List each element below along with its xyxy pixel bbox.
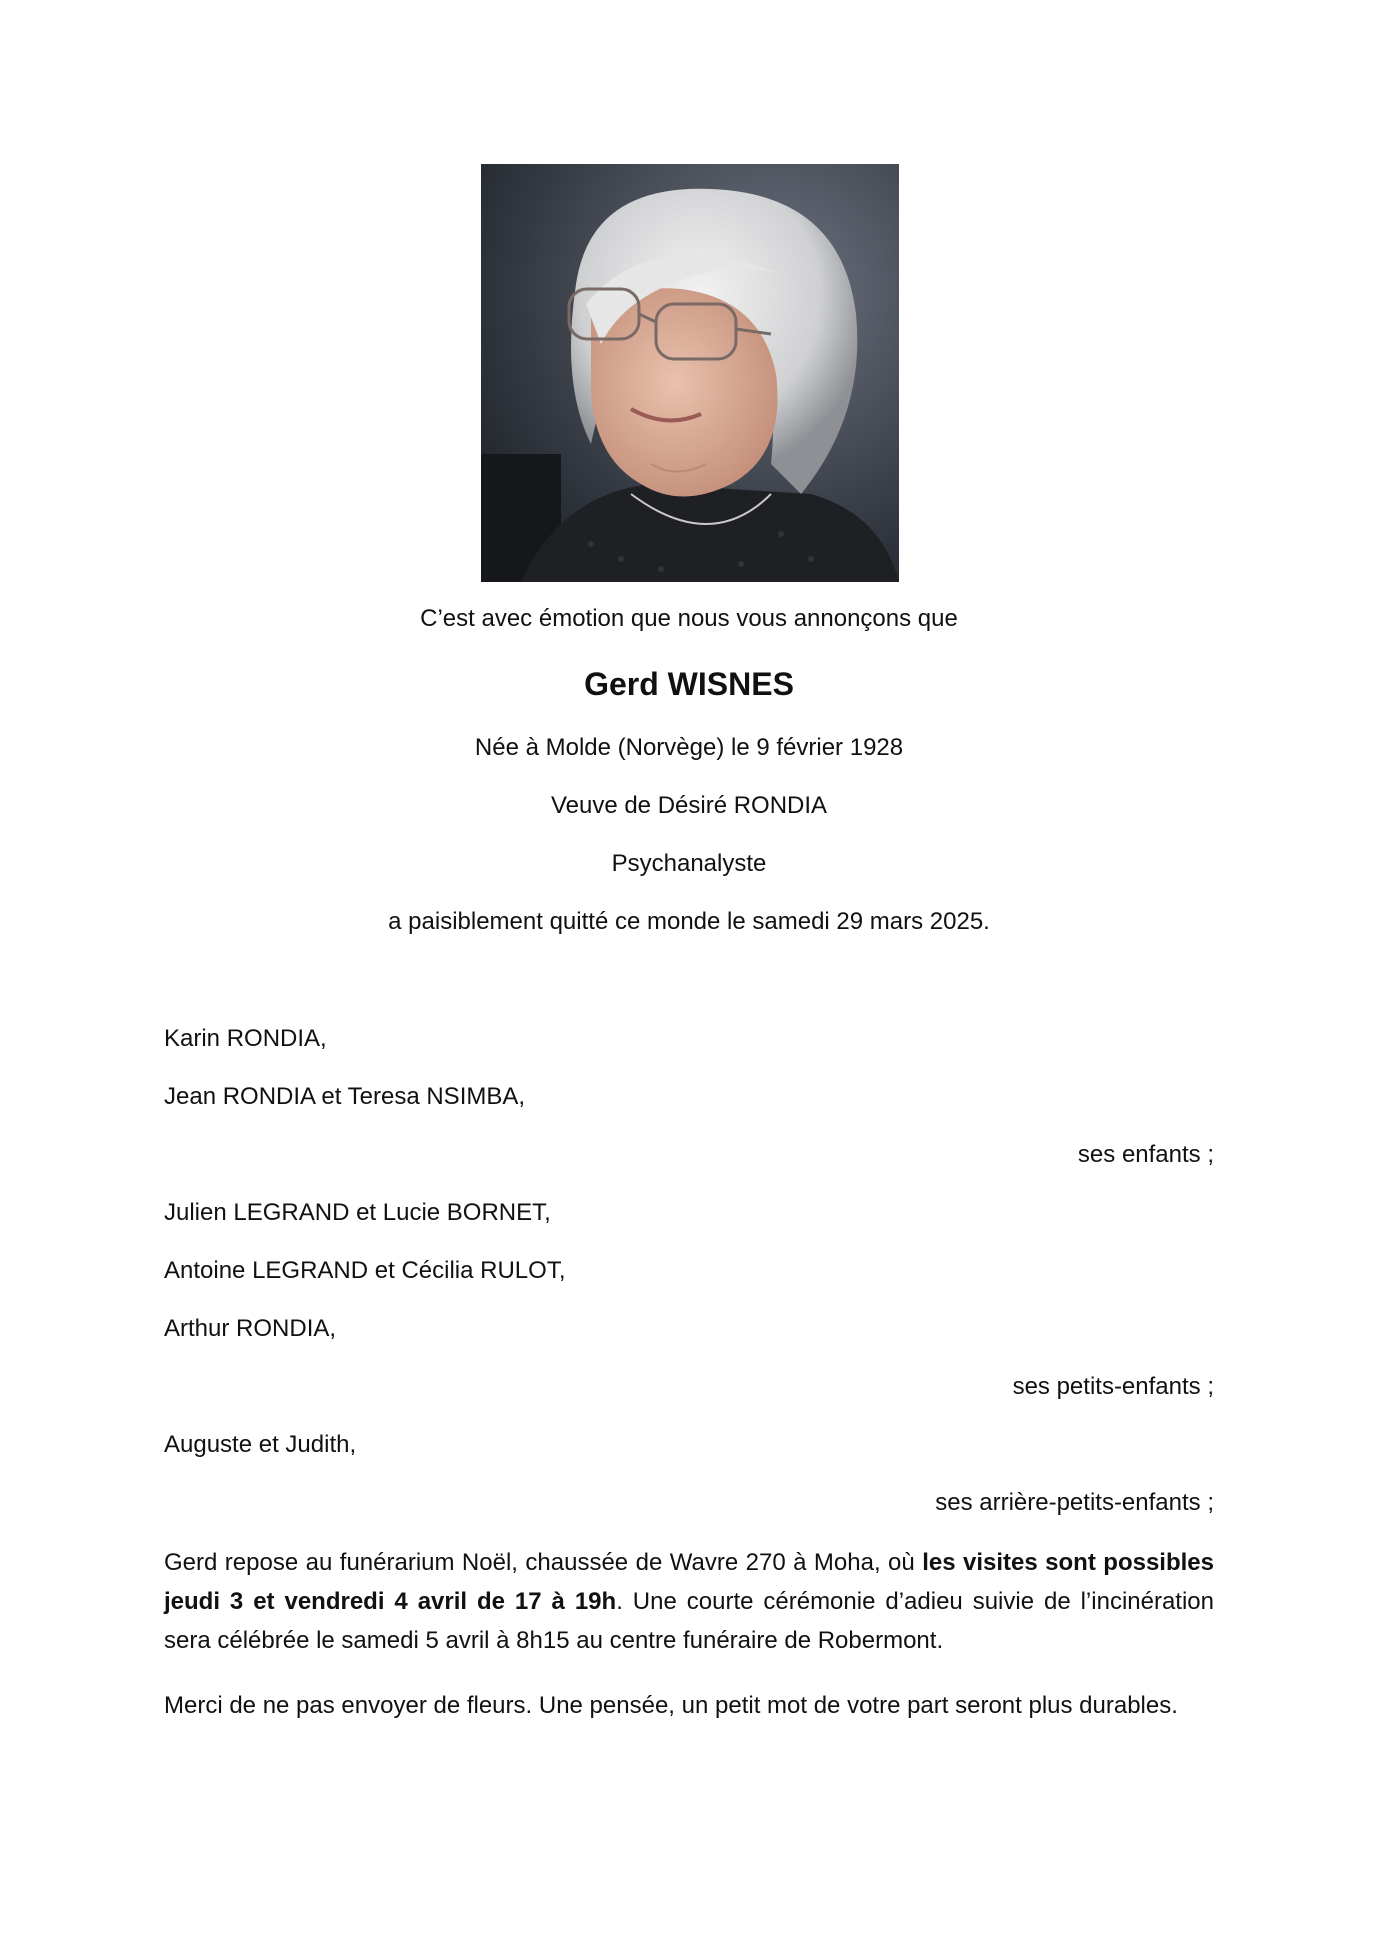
- visitation-text-start: Gerd repose au funérarium Noël, chaussée de Wavre 270 à Moha, où: [164, 1549, 923, 1576]
- child-line: Jean RONDIA et Teresa NSIMBA,: [164, 1083, 526, 1110]
- deceased-name: Gerd WISNES: [584, 666, 794, 702]
- portrait-photo: [481, 164, 899, 582]
- grandchild-line: Arthur RONDIA,: [164, 1315, 337, 1342]
- child-line: Karin RONDIA,: [164, 1025, 327, 1052]
- visitation-paragraph: [164, 1543, 1214, 1660]
- great-grandchild-line: Auguste et Judith,: [164, 1431, 357, 1458]
- widow-text: Veuve de Désiré RONDIA: [550, 792, 828, 819]
- flowers-paragraph: Merci de ne pas envoyer de fleurs. Une pensée, un petit mot de votre part seront plus durables.: [164, 1692, 1178, 1719]
- grandchild-line: Antoine LEGRAND et Cécilia RULOT,: [164, 1257, 566, 1284]
- children-label: ses enfants ;: [1077, 1141, 1214, 1168]
- birth-text: Née à Molde (Norvège) le 9 février 1928: [474, 734, 904, 761]
- grandchild-line: Julien LEGRAND et Lucie BORNET,: [164, 1199, 551, 1226]
- visitation-text-end: . Une courte cérémonie d’adieu suivie de l’incinération sera célébrée le samedi 5 avril à 8h15 au centre funéraire de Robermont.: [164, 1588, 1215, 1654]
- death-text: a paisiblement quitté ce monde le samedi 29 mars 2025.: [388, 908, 990, 935]
- visitation-hours: les visites sont possibles jeudi 3 et vendredi 4 avril de 17 à 19h: [164, 1549, 1214, 1615]
- grandchildren-label: ses petits-enfants ;: [1012, 1373, 1214, 1400]
- profession-text: Psychanalyste: [611, 850, 767, 877]
- intro-text: C’est avec émotion que nous vous annonçons que: [420, 605, 958, 632]
- great-grandchildren-label: ses arrière-petits-enfants ;: [935, 1489, 1214, 1516]
